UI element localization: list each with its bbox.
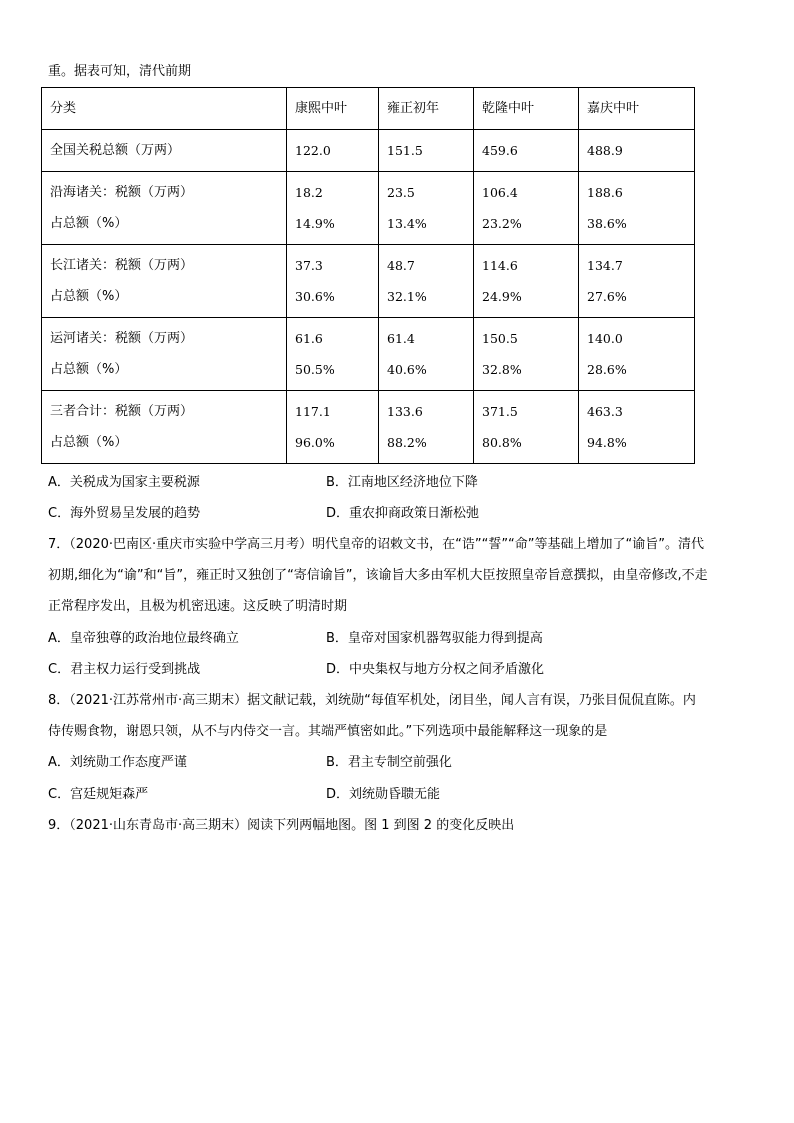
value-line: 61.6 bbox=[295, 331, 323, 346]
value-cell bbox=[287, 318, 379, 391]
value-line: 114.6 bbox=[482, 258, 518, 273]
value-line: 94.8% bbox=[587, 435, 627, 450]
label-line: 沿海诸关：税额（万两） bbox=[50, 185, 194, 200]
value-cell bbox=[579, 245, 695, 318]
value-line: 122.0 bbox=[295, 143, 331, 158]
q8-option-b: B．君主专制空前强化 bbox=[326, 755, 452, 770]
q6-option-b: B．江南地区经济地位下降 bbox=[326, 475, 478, 490]
value-line: 27.6% bbox=[587, 289, 627, 304]
value-line: 140.0 bbox=[587, 331, 623, 346]
q6-option-c: C．海外贸易呈发展的趋势 bbox=[48, 506, 201, 521]
table-row bbox=[42, 318, 695, 391]
q8-stem-line: 侍传赐食物，谢恩只领，从不与内侍交一言。其端严慎密如此。”下列选项中最能解释这一现象的是 bbox=[48, 724, 608, 739]
q6-option-d: D．重农抑商政策日渐松弛 bbox=[326, 506, 480, 521]
table-row bbox=[42, 130, 695, 172]
value-cell bbox=[579, 318, 695, 391]
value-line: 14.9% bbox=[295, 216, 335, 231]
q8-option-a: A．刘统勋工作态度严谨 bbox=[48, 755, 187, 770]
header-cell: 康熙中叶 bbox=[287, 88, 379, 130]
value-cell bbox=[474, 318, 579, 391]
value-line: 117.1 bbox=[295, 404, 331, 419]
q7-option-c: C．君主权力运行受到挑战 bbox=[48, 662, 201, 677]
value-cell bbox=[474, 130, 579, 172]
header-cell: 雍正初年 bbox=[379, 88, 474, 130]
row-label bbox=[42, 172, 287, 245]
value-cell bbox=[474, 245, 579, 318]
q8-option-d: D．刘统勋昏聩无能 bbox=[326, 787, 441, 802]
header-cell: 分类 bbox=[42, 88, 287, 130]
value-line: 96.0% bbox=[295, 435, 335, 450]
table-row bbox=[42, 172, 695, 245]
value-line: 50.5% bbox=[295, 362, 335, 377]
value-cell bbox=[379, 245, 474, 318]
table-row bbox=[42, 245, 695, 318]
value-line: 23.2% bbox=[482, 216, 522, 231]
value-line: 488.9 bbox=[587, 143, 623, 158]
value-line: 151.5 bbox=[387, 143, 423, 158]
label-line: 占总额（%） bbox=[50, 216, 128, 231]
value-line: 23.5 bbox=[387, 185, 415, 200]
value-line: 48.7 bbox=[387, 258, 415, 273]
q7-option-d: D．中央集权与地方分权之间矛盾激化 bbox=[326, 662, 545, 677]
header-cell: 嘉庆中叶 bbox=[579, 88, 695, 130]
value-line: 40.6% bbox=[387, 362, 427, 377]
value-line: 24.9% bbox=[482, 289, 522, 304]
value-line: 133.6 bbox=[387, 404, 423, 419]
label-line: 占总额（%） bbox=[50, 362, 128, 377]
value-cell bbox=[287, 245, 379, 318]
q8-stem-line: 8．（2021·江苏常州市·高三期末）据文献记载，刘统勋“每值军机处，闭目坐，闻人言有误，乃张目侃侃直陈。内 bbox=[48, 693, 696, 708]
value-line: 32.8% bbox=[482, 362, 522, 377]
value-cell bbox=[474, 172, 579, 245]
table-header-row bbox=[42, 88, 695, 130]
value-line: 61.4 bbox=[387, 331, 415, 346]
value-line: 106.4 bbox=[482, 185, 518, 200]
header-cell: 乾隆中叶 bbox=[474, 88, 579, 130]
row-label bbox=[42, 245, 287, 318]
row-label bbox=[42, 391, 287, 464]
label-line: 占总额（%） bbox=[50, 289, 128, 304]
value-line: 13.4% bbox=[387, 216, 427, 231]
value-line: 32.1% bbox=[387, 289, 427, 304]
value-line: 30.6% bbox=[295, 289, 335, 304]
value-cell bbox=[474, 391, 579, 464]
q7-option-b: B．皇帝对国家机器驾驭能力得到提高 bbox=[326, 631, 543, 646]
row-label bbox=[42, 130, 287, 172]
value-line: 18.2 bbox=[295, 185, 323, 200]
value-line: 150.5 bbox=[482, 331, 518, 346]
value-cell bbox=[287, 130, 379, 172]
value-line: 463.3 bbox=[587, 404, 623, 419]
label-line: 运河诸关：税额（万两） bbox=[50, 331, 194, 346]
row-label bbox=[42, 318, 287, 391]
value-cell bbox=[287, 172, 379, 245]
value-line: 459.6 bbox=[482, 143, 518, 158]
q7-stem-line: 正常程序发出，且极为机密迅速。这反映了明清时期 bbox=[48, 599, 348, 614]
customs-tax-table bbox=[41, 87, 695, 464]
value-line: 134.7 bbox=[587, 258, 623, 273]
value-line: 188.6 bbox=[587, 185, 623, 200]
value-cell bbox=[579, 391, 695, 464]
q9-stem-line: 9．（2021·山东青岛市·高三期末）阅读下列两幅地图。图 1 到图 2 的变化反映出 bbox=[48, 818, 515, 833]
value-cell bbox=[579, 130, 695, 172]
table-row bbox=[42, 391, 695, 464]
q8-option-c: C．宫廷规矩森严 bbox=[48, 787, 149, 802]
label-line: 三者合计：税额（万两） bbox=[50, 404, 194, 419]
q7-stem-line: 初期,细化为“谕”和“旨”，雍正时又独创了“寄信谕旨”，该谕旨大多由军机大臣按照皇帝旨意撰拟，由皇帝修改,不走 bbox=[48, 568, 708, 583]
label-line: 占总额（%） bbox=[50, 435, 128, 450]
value-line: 38.6% bbox=[587, 216, 627, 231]
value-cell bbox=[379, 391, 474, 464]
label-line: 长江诸关：税额（万两） bbox=[50, 258, 194, 273]
value-line: 371.5 bbox=[482, 404, 518, 419]
value-line: 88.2% bbox=[387, 435, 427, 450]
q6-option-a: A．关税成为国家主要税源 bbox=[48, 475, 200, 490]
value-line: 37.3 bbox=[295, 258, 323, 273]
value-line: 28.6% bbox=[587, 362, 627, 377]
intro-text: 重。据表可知，清代前期 bbox=[48, 64, 192, 79]
label-line: 全国关税总额（万两） bbox=[50, 143, 181, 158]
value-cell bbox=[579, 172, 695, 245]
value-cell bbox=[379, 172, 474, 245]
value-cell bbox=[379, 130, 474, 172]
value-line: 80.8% bbox=[482, 435, 522, 450]
value-cell bbox=[287, 391, 379, 464]
value-cell bbox=[379, 318, 474, 391]
q7-stem-line: 7．（2020·巴南区·重庆市实验中学高三月考）明代皇帝的诏敕文书，在“诰”“誓”“命”等基础上增加了“谕旨”。清代 bbox=[48, 537, 704, 552]
q7-option-a: A．皇帝独尊的政治地位最终确立 bbox=[48, 631, 239, 646]
